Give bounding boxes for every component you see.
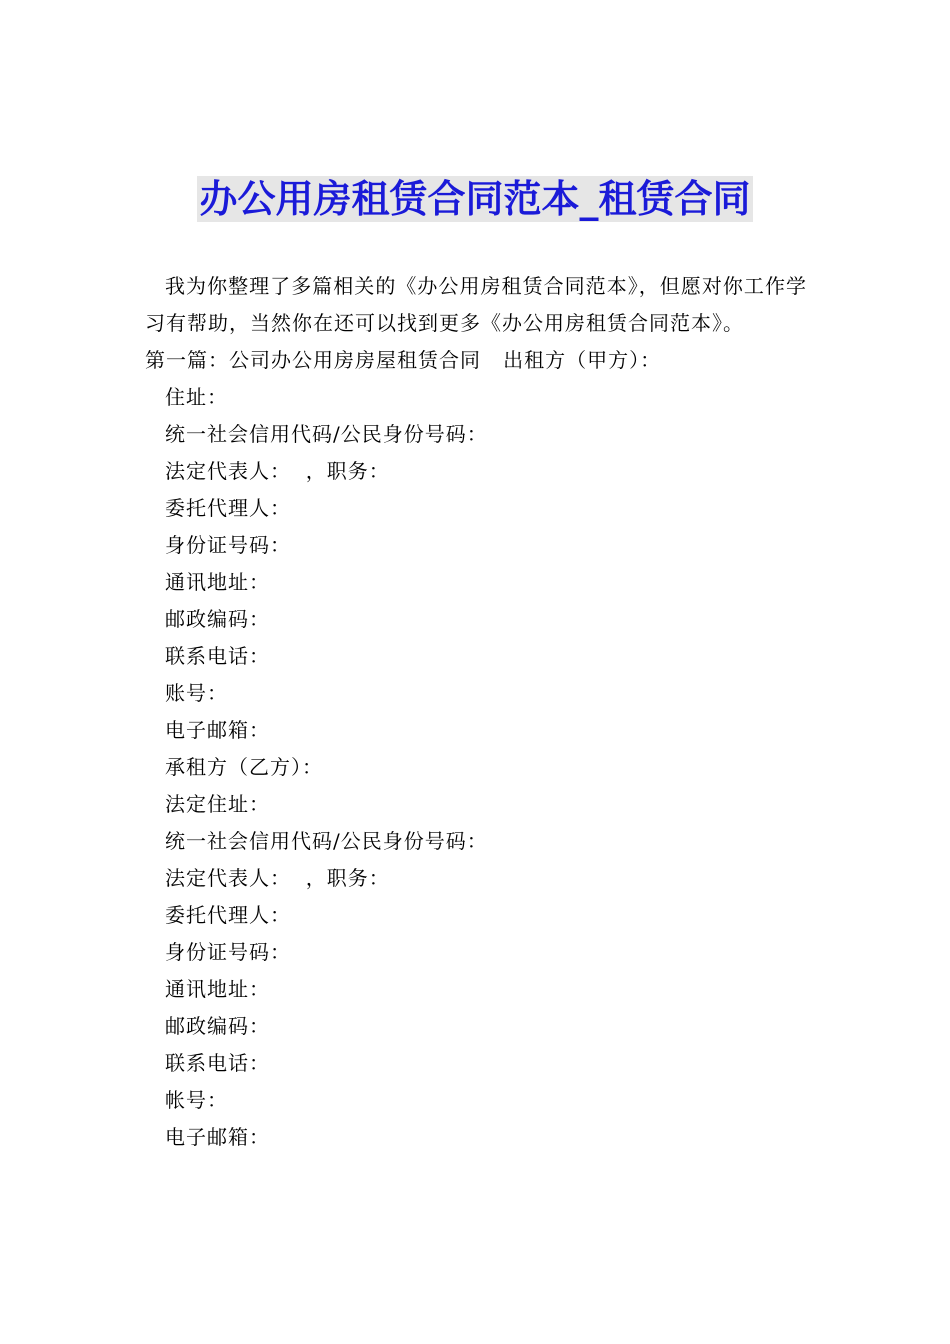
lessor-field-agent: 委托代理人： xyxy=(165,496,291,520)
title-container xyxy=(0,176,950,222)
document-body xyxy=(145,268,807,1156)
lessee-field-legal-rep: 法定代表人： ，职务： xyxy=(165,866,390,890)
lessor-field-mail-address: 通讯地址： xyxy=(165,570,270,594)
lessor-field-phone: 联系电话： xyxy=(165,644,270,668)
lessor-field-postcode: 邮政编码： xyxy=(165,607,270,631)
lessee-field-credit-code: 统一社会信用代码/公民身份号码： xyxy=(165,829,488,853)
lessee-field-agent: 委托代理人： xyxy=(165,903,291,927)
intro-paragraph: 我为你整理了多篇相关的《办公用房租赁合同范本》，但愿对你工作学习有帮助，当然你在还可以找到更多《办公用房租赁合同范本》。 xyxy=(145,274,807,335)
section-heading: 第一篇：公司办公用房房屋租赁合同 出租方（甲方）： xyxy=(145,348,662,372)
lessee-field-account: 帐号： xyxy=(165,1088,228,1112)
lessee-field-mail-address: 通讯地址： xyxy=(165,977,270,1001)
document-title: 办公用房租赁合同范本_租赁合同 xyxy=(199,177,751,221)
lessor-field-email: 电子邮箱： xyxy=(165,718,270,742)
lessee-heading: 承租方（乙方）： xyxy=(165,755,323,779)
lessor-field-address: 住址： xyxy=(165,385,228,409)
lessee-field-email: 电子邮箱： xyxy=(165,1125,270,1149)
lessee-field-postcode: 邮政编码： xyxy=(165,1014,270,1038)
lessor-field-account: 账号： xyxy=(165,681,228,705)
lessee-field-id-number: 身份证号码： xyxy=(165,940,291,964)
lessor-field-credit-code: 统一社会信用代码/公民身份号码： xyxy=(165,422,488,446)
lessor-field-id-number: 身份证号码： xyxy=(165,533,291,557)
lessee-field-address: 法定住址： xyxy=(165,792,270,816)
lessee-field-phone: 联系电话： xyxy=(165,1051,270,1075)
lessor-field-legal-rep: 法定代表人： ，职务： xyxy=(165,459,390,483)
